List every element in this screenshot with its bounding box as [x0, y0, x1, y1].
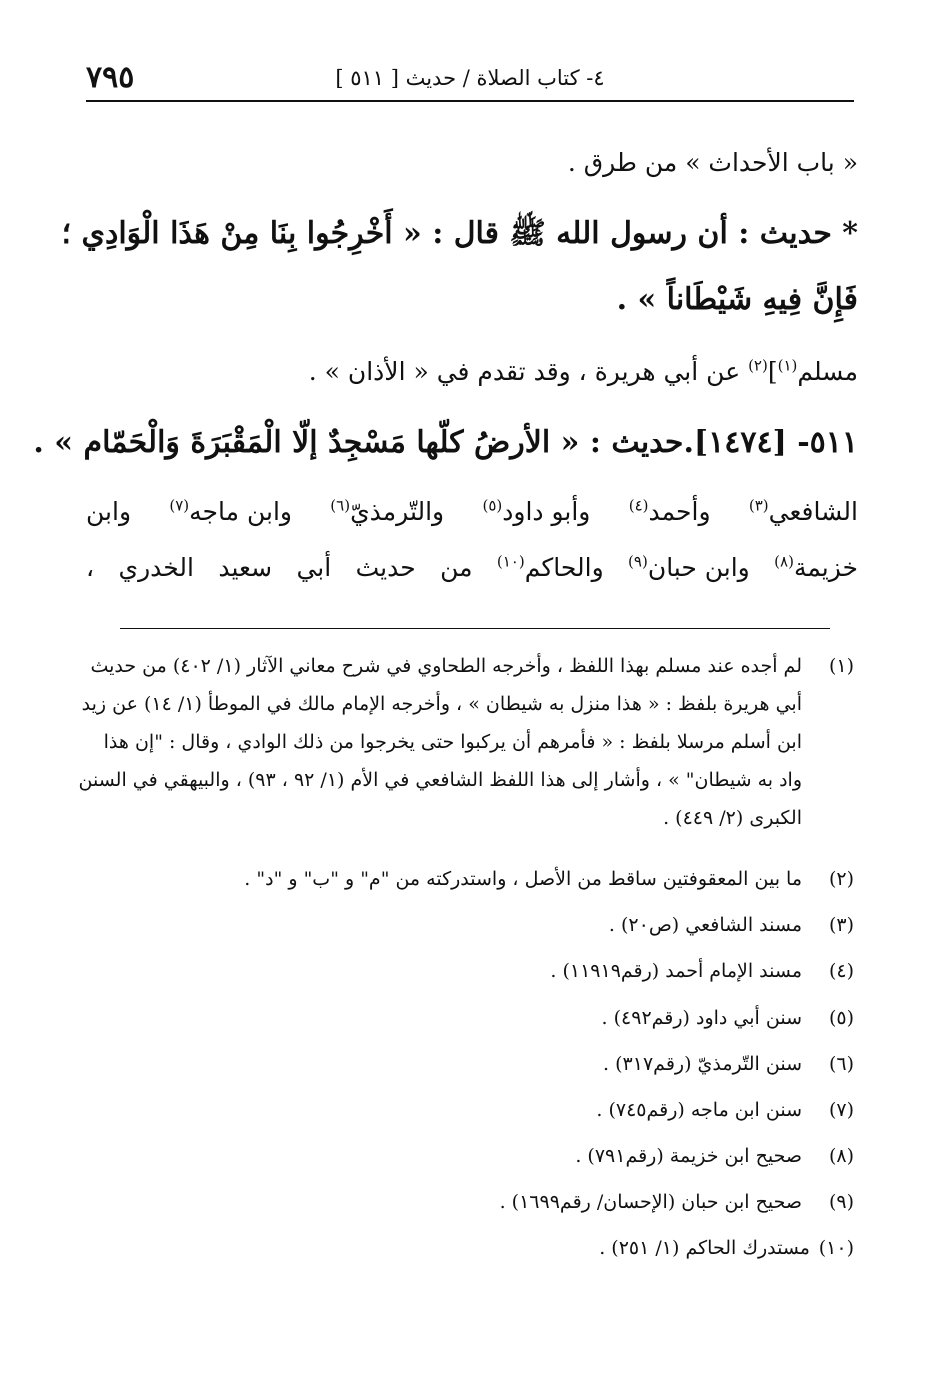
text-line-6 — [86, 497, 858, 526]
footnote-line: صحيح ابن حبان (الإحسان/ رقم١٦٩٩) . — [499, 1191, 802, 1213]
footnote-number: (١٠) — [818, 1237, 854, 1259]
text-segment: عن أبي هريرة ، وقد تقدم في « الأذان » . — [308, 357, 749, 386]
text-line-4 — [309, 357, 858, 386]
hadith-2-heading: ٥١١- [١٤٧٤].حديث : « الأرضُ كلّها مَسْجِدٌ إلّا الْمَقْبَرَةَ وَالْحَمّام » . — [33, 425, 858, 460]
footnote-line: ما بين المعقوفتين ساقط من الأصل ، واستدركته من "م" و "ب" و "د" . — [244, 868, 802, 890]
text-segment: ] — [767, 357, 778, 386]
word: الشافعي$^{(٣)}$ — [748, 496, 858, 526]
footnote-line: سنن ابن ماجه (رقم٧٤٥) . — [596, 1099, 802, 1121]
page-header — [86, 58, 854, 102]
hadith-1-line-2: فَإِنَّ فِيهِ شَيْطَاناً » . — [616, 282, 858, 317]
footnote-line: مسند الإمام أحمد (رقم١١٩١٩) . — [550, 960, 802, 982]
footnote-line: لم أجده عند مسلم بهذا اللفظ ، وأخرجه الطحاوي في شرح معاني الآثار (١/ ٤٠٢) من حديث — [90, 655, 802, 677]
word: والحاكم$^{(١٠)}$ — [496, 552, 604, 582]
footnote-line: أبي هريرة بلفظ : « هذا منزل به شيطان » ، وأخرجه الإمام مالك في الموطأ (١/ ١٤) عن زيد — [81, 693, 802, 715]
text-segment: مسلم — [797, 357, 858, 386]
word: ، — [86, 553, 95, 582]
footnote-number: (١) — [828, 655, 854, 677]
footnote-ref: (١) — [777, 356, 798, 375]
word: من — [440, 553, 473, 582]
footnote-number: (٥) — [828, 1007, 854, 1029]
footnote-divider — [120, 628, 830, 629]
page-number: ٧٩٥ — [86, 60, 135, 95]
footnote-number: (٧) — [828, 1099, 854, 1121]
footnote-number: (٨) — [828, 1145, 854, 1167]
footnote-line: مسند الشافعي (ص٢٠) . — [608, 914, 802, 936]
footnote-number: (٢) — [828, 868, 854, 890]
word: وأبو داود$^{(٥)}$ — [482, 496, 591, 526]
footnote-line: سنن التّرمذيّ (رقم٣١٧) . — [603, 1053, 802, 1075]
word: وابن ماجه$^{(٧)}$ — [169, 496, 292, 526]
word: وأحمد$^{(٤)}$ — [628, 496, 711, 526]
text-line-1: « باب الأحداث » من طرق . — [567, 148, 858, 177]
word: حديث — [355, 553, 416, 582]
running-title: ٤- كتاب الصلاة / حديث [ ٥١١ ] — [335, 66, 605, 90]
word: والتّرمذيّ$^{(٦)}$ — [330, 496, 445, 526]
footnote-line: الكبرى (٢/ ٤٤٩) . — [663, 807, 802, 829]
word: الخدري — [118, 553, 194, 582]
footnote-line: صحيح ابن خزيمة (رقم٧٩١) . — [575, 1145, 802, 1167]
word: سعيد — [218, 553, 273, 582]
footnote-line: ابن أسلم مرسلا بلفظ : « فأمرهم أن يركبوا حتى يخرجوا من ذلك الوادي ، وقال : "إن هذا — [103, 731, 802, 753]
footnote-ref: (٢) — [748, 356, 768, 375]
footnote-number: (٩) — [828, 1191, 854, 1213]
hadith-1-line-1: * حديث : أن رسول الله ﷺ قال : « أَخْرِجُوا بِنَا مِنْ هَذَا الْوَادِي ؛ — [61, 216, 858, 251]
footnote-line: واد به شيطان" » ، وأشار إلى هذا اللفظ الشافعي في الأم (١/ ٩٢ ، ٩٣) ، والبيهقي في السنن — [78, 769, 802, 791]
word: خزيمة$^{(٨)}$ — [774, 552, 858, 582]
footnote-line: سنن أبي داود (رقم٤٩٢) . — [601, 1007, 802, 1029]
footnote-line: مستدرك الحاكم (١/ ٢٥١) . — [599, 1237, 810, 1259]
text-line-7 — [86, 553, 858, 582]
footnote-number: (٣) — [828, 914, 854, 936]
word: وابن — [86, 497, 132, 526]
word: وابن حبان$^{(٩)}$ — [628, 552, 750, 582]
word: أبي — [296, 553, 332, 582]
footnote-number: (٦) — [828, 1053, 854, 1075]
footnote-number: (٤) — [828, 960, 854, 982]
